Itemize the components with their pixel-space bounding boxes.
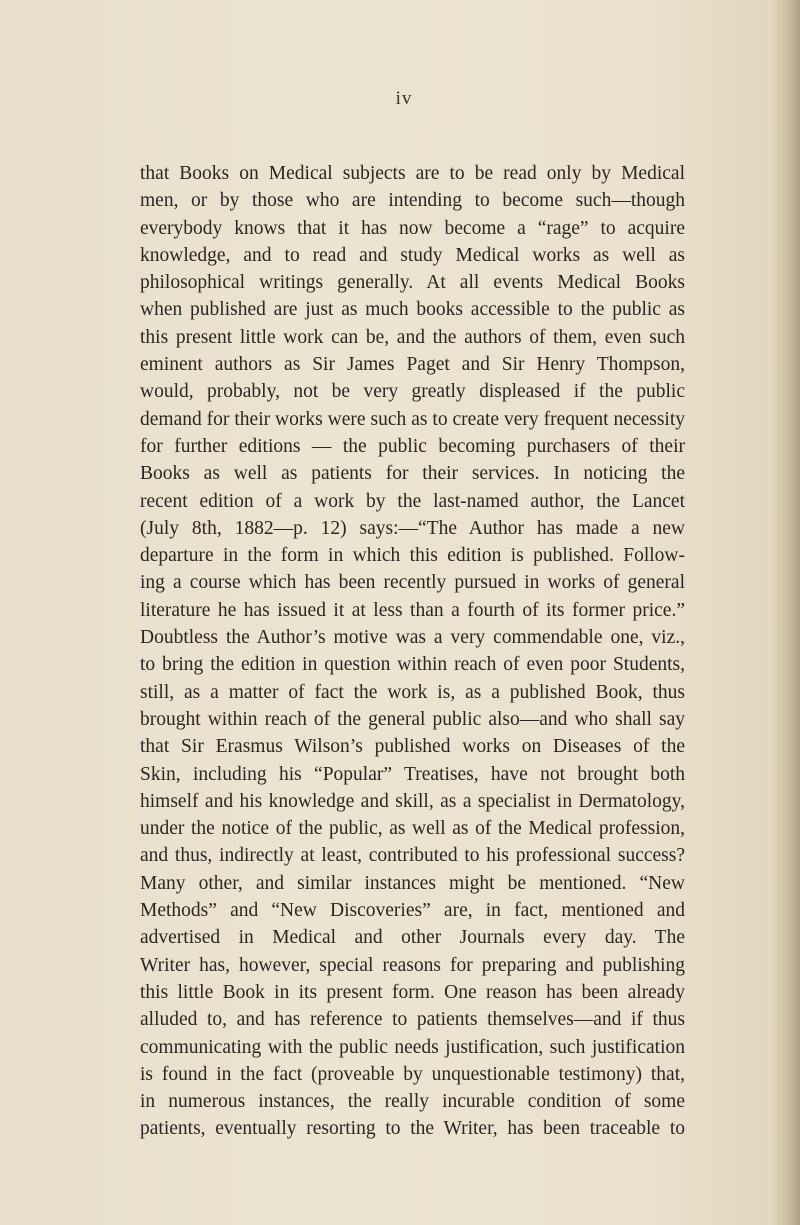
text-line: advertised in Medical and other Journals every day. The (140, 927, 685, 949)
text-line: brought within reach of the general public also—and who shall say (140, 708, 685, 730)
text-line: when published are just as much books accessible to the public as (140, 299, 685, 321)
text-line: Many other, and similar instances might be mentioned. “New (140, 872, 685, 894)
text-line: alluded to, and has reference to patients themselves—and if thus (140, 1009, 685, 1031)
text-line: eminent authors as Sir James Paget and Sir Henry Thompson, (140, 354, 685, 376)
text-line: Writer has, however, special reasons for preparing and publishing (140, 954, 685, 976)
text-line: still, as a matter of fact the work is, as a published Book, thus (140, 681, 685, 703)
text-line: this little Book in its present form. One reason has been already (140, 981, 685, 1003)
text-line: to bring the edition in question within reach of even poor Students, (140, 654, 685, 676)
body-text (140, 160, 685, 1143)
text-line: everybody knows that it has now become a “rage” to acquire (140, 217, 685, 239)
text-line: and thus, indirectly at least, contributed to his professional success? (140, 845, 685, 867)
text-line: philosophical writings generally. At all events Medical Books (140, 272, 685, 294)
text-line: knowledge, and to read and study Medical works as well as (140, 244, 685, 266)
text-line: men, or by those who are intending to become such—though (140, 190, 685, 212)
text-line: literature he has issued it at less than a fourth of its former price.” (140, 599, 685, 621)
text-line: would, probably, not be very greatly displeased if the public (140, 381, 685, 403)
page-number: iv (395, 88, 413, 109)
text-line: Methods” and “New Discoveries” are, in fact, mentioned and (140, 900, 685, 922)
text-line: Books as well as patients for their services. In noticing the (140, 463, 685, 485)
text-line: himself and his knowledge and skill, as a specialist in Dermatology, (140, 790, 685, 812)
text-line: this present little work can be, and the authors of them, even such (140, 326, 685, 348)
text-line: Doubtless the Author’s motive was a very commendable one, viz., (140, 627, 685, 649)
text-line: for further editions — the public becoming purchasers of their (140, 435, 685, 457)
text-line: Skin, including his “Popular” Treatises, have not brought both (140, 763, 685, 785)
text-line: (July 8th, 1882—p. 12) says:—“The Author has made a new (140, 517, 685, 539)
text-line: is found in the fact (proveable by unquestionable testimony) that, (140, 1063, 685, 1085)
text-line: in numerous instances, the really incurable condition of some (140, 1091, 685, 1113)
text-line: that Sir Erasmus Wilson’s published works on Diseases of the (140, 736, 685, 758)
page-edge-shadow (772, 0, 800, 1225)
text-line: under the notice of the public, as well as of the Medical profession, (140, 818, 685, 840)
text-line: recent edition of a work by the last-named author, the Lancet (140, 490, 685, 512)
text-line: that Books on Medical subjects are to be read only by Medical (140, 163, 685, 184)
text-line: patients, eventually resorting to the Writer, has been traceable to (140, 1118, 685, 1140)
text-line: departure in the form in which this edition is published. Follow- (140, 545, 685, 567)
text-line: communicating with the public needs justification, such justification (140, 1036, 685, 1058)
text-line: demand for their works were such as to create very frequent necessity (140, 408, 685, 430)
text-line: ing a course which has been recently pursued in works of general (140, 572, 685, 594)
